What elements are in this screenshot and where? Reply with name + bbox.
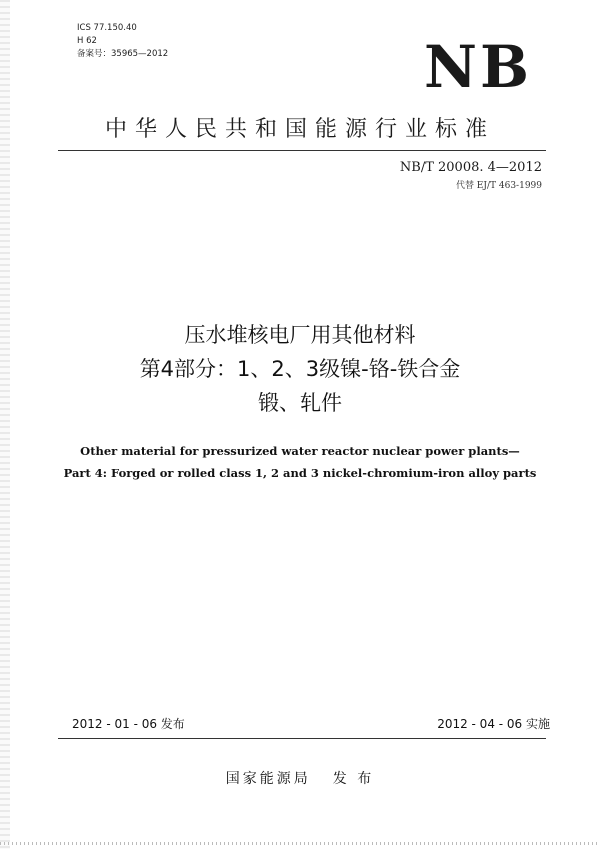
chinese-title xyxy=(0,318,600,420)
english-title-line-2: Part 4: Forged or rolled class 1, 2 and 3 nickel-chromium-iron alloy parts xyxy=(63,466,537,480)
chinese-title-line-3: 锻、轧件 xyxy=(258,391,342,415)
bottom-divider xyxy=(58,738,546,739)
ics-code: ICS 77.150.40 xyxy=(77,23,137,33)
ccs-code: H 62 xyxy=(77,36,97,46)
record-number: 备案号：35965—2012 xyxy=(77,49,169,59)
issuer-line xyxy=(0,768,600,788)
chinese-title-line-2: 第4部分：1、2、3级镍-铬-铁合金 xyxy=(139,357,461,381)
organization-title: 中华人民共和国能源行业标准 xyxy=(104,117,495,142)
classification-block xyxy=(77,22,168,61)
issue-date: 2012 - 01 - 06 发布 xyxy=(72,717,185,731)
standard-number-block xyxy=(400,160,542,191)
nb-logo: NB xyxy=(423,33,532,101)
issuer-name: 国家能源局 xyxy=(225,771,311,787)
standard-number: NB/T 20008. 4—2012 xyxy=(399,160,542,175)
scan-bottom-artifact xyxy=(0,842,600,845)
top-divider xyxy=(58,150,546,151)
effective-date: 2012 - 04 - 06 实施 xyxy=(437,717,550,731)
english-title xyxy=(0,440,600,484)
chinese-title-line-1: 压水堆核电厂用其他材料 xyxy=(184,323,416,347)
english-title-line-1: Other material for pressurized water reactor nuclear power plants— xyxy=(80,444,520,458)
issuer-action: 发 布 xyxy=(332,771,375,787)
replaces-standard: 代替 EJ/T 463-1999 xyxy=(455,181,542,191)
